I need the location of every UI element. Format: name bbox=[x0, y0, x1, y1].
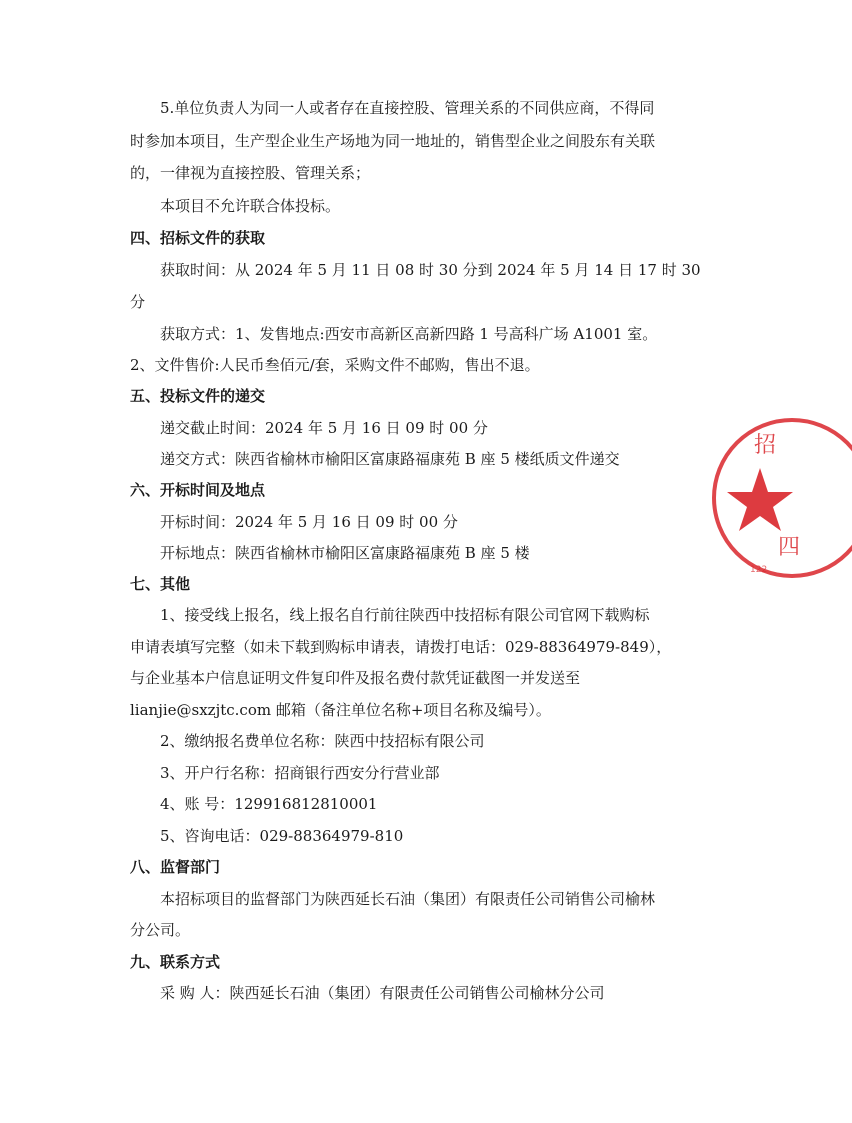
paragraph-line: 分公司。 bbox=[130, 921, 191, 939]
paragraph-line: 本招标项目的监督部门为陕西延长石油（集团）有限责任公司销售公司榆林 bbox=[160, 890, 656, 908]
paragraph-line: 2、缴纳报名费单位名称：陕西中技招标有限公司 bbox=[160, 732, 485, 750]
paragraph-line: 5、咨询电话：029-88364979-810 bbox=[160, 827, 404, 845]
section-heading: 六、开标时间及地点 bbox=[130, 481, 266, 499]
paragraph-line: 获取时间：从 2024 年 5 月 11 日 08 时 30 分到 2024 年 5 月 14 日 17 时 30 bbox=[160, 261, 701, 279]
paragraph-line: 分 bbox=[130, 293, 146, 311]
paragraph-line: 3、开户行名称：招商银行西安分行营业部 bbox=[160, 764, 440, 782]
paragraph-line: 的，一律视为直接控股、管理关系； bbox=[130, 164, 371, 182]
seal-text-bottom: 四 bbox=[778, 535, 801, 560]
section-heading: 八、监督部门 bbox=[130, 858, 221, 876]
seal-star-icon bbox=[727, 468, 793, 531]
paragraph-line: 采 购 人：陕西延长石油（集团）有限责任公司销售公司榆林分公司 bbox=[160, 984, 605, 1002]
paragraph-line: 4、账 号：129916812810001 bbox=[160, 795, 378, 813]
paragraph-line: 开标地点：陕西省榆林市榆阳区富康路福康苑 B 座 5 楼 bbox=[160, 544, 530, 562]
paragraph-line: 1、接受线上报名，线上报名自行前往陕西中技招标有限公司官网下载购标 bbox=[160, 606, 650, 624]
paragraph-line: 递交方式：陕西省榆林市榆阳区富康路福康苑 B 座 5 楼纸质文件递交 bbox=[160, 450, 620, 468]
paragraph-line: 申请表填写完整（如未下载到购标申请表，请拨打电话：029-88364979-849）， bbox=[130, 638, 672, 656]
paragraph-line: lianjie@sxzjtc.com 邮箱（备注单位名称+项目名称及编号）。 bbox=[130, 701, 551, 719]
company-seal-stamp bbox=[712, 408, 852, 588]
seal-number: 122 bbox=[750, 565, 768, 575]
paragraph-line: 递交截止时间：2024 年 5 月 16 日 09 时 00 分 bbox=[160, 419, 488, 437]
section-heading: 四、招标文件的获取 bbox=[130, 229, 266, 247]
section-heading: 七、其他 bbox=[130, 575, 191, 593]
paragraph-line: 获取方式：1、发售地点:西安市高新区高新四路 1 号高科广场 A1001 室。 bbox=[160, 325, 658, 343]
paragraph-line: 开标时间：2024 年 5 月 16 日 09 时 00 分 bbox=[160, 513, 458, 531]
paragraph-line: 时参加本项目，生产型企业生产场地为同一地址的，销售型企业之间股东有关联 bbox=[130, 132, 656, 150]
seal-text-top: 招 bbox=[754, 433, 777, 458]
paragraph-line: 本项目不允许联合体投标。 bbox=[160, 197, 341, 215]
section-heading: 九、联系方式 bbox=[130, 953, 221, 971]
section-heading: 五、投标文件的递交 bbox=[130, 387, 266, 405]
paragraph-line: 与企业基本户信息证明文件复印件及报名费付款凭证截图一并发送至 bbox=[130, 669, 581, 687]
paragraph-line: 2、文件售价:人民币叁佰元/套，采购文件不邮购，售出不退。 bbox=[130, 356, 540, 374]
paragraph-line: 5.单位负责人为同一人或者存在直接控股、管理关系的不同供应商，不得同 bbox=[160, 99, 655, 117]
